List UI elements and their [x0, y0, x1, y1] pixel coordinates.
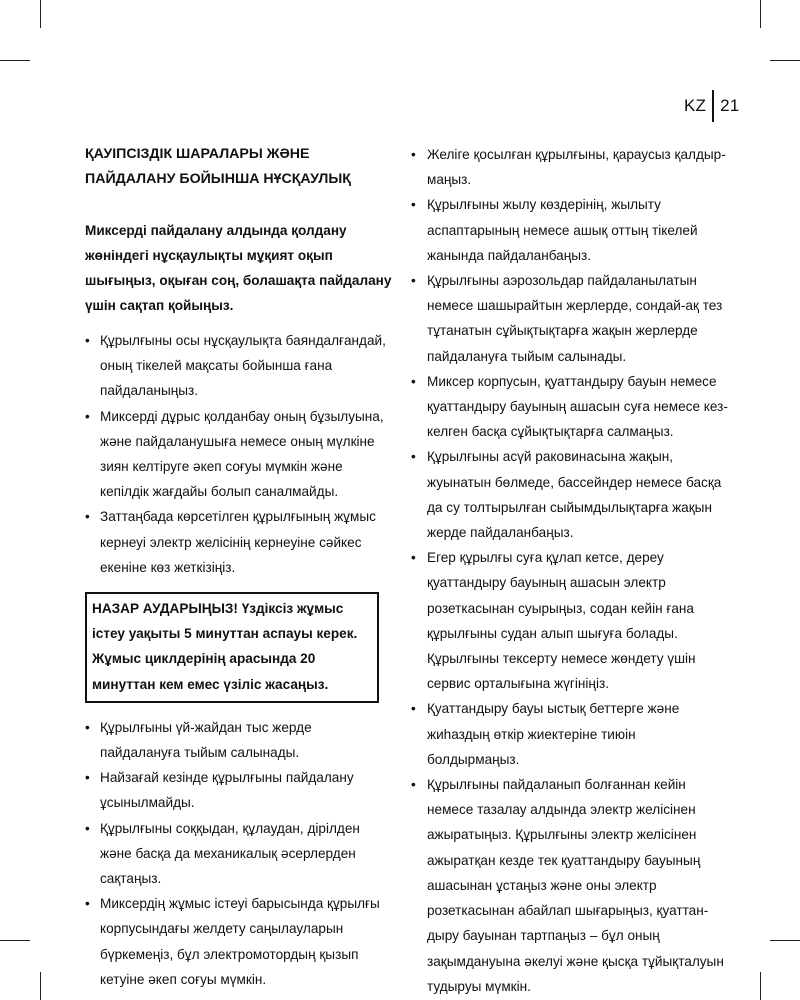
- list-item: • Миксер корпусын, қуаттандыру бауын немесе қуаттандыру бауының ашасын суға немесе кез-келген басқа сұйықтықтарға салмаңыз.: [411, 369, 729, 445]
- crop-mark: [770, 940, 800, 941]
- list-item: • Егер құрылғы суға құлап кетсе, дереу қуаттандыру бауының ашасын электр розеткасынан суырыңыз, содан кейін ғана құрылғыны судан алып шығуға болады. Құрылғыны тексерту немесе жөндету үшін сервис орталығына жүгініңіз.: [411, 545, 729, 696]
- page-header: [684, 90, 739, 122]
- language-code: KZ: [684, 96, 707, 115]
- crop-mark: [0, 940, 30, 941]
- list-item: • Миксердің жұмыс істеуі барысында құрылғы корпусындағы желдету саңылауларын бүркемеңіз, бұл электромотордың қызып кетуіне әкеп соғуы мүмкін.: [85, 891, 392, 992]
- right-column: [411, 142, 729, 999]
- list-item: • Заттаңбада көрсетілген құрылғының жұмыс кернеуі электр желісінің кернеуіне сәйкес екеніне көз жеткізіңіз.: [85, 504, 392, 580]
- crop-mark: [40, 972, 41, 1000]
- list-item: • Құрылғыны аэрозольдар пайдаланылатын немесе шашырайтын жерлерде, сондай-ақ тез тұтанатын сұйықтықтарға жақын жерлерде пайдалануға тыйым салынады.: [411, 268, 729, 369]
- section-title: ҚАУІПСІЗДІК ШАРАЛАРЫ ЖӘНЕ ПАЙДАЛАНУ БОЙЫНША НҰСҚАУЛЫҚ: [85, 146, 351, 187]
- crop-mark: [40, 0, 41, 28]
- crop-mark: [760, 972, 761, 1000]
- bullet-list: [85, 328, 392, 580]
- bullet-list: [411, 142, 729, 999]
- list-item: • Құрылғыны үй-жайдан тыс жерде пайдалануға тыйым салынады.: [85, 715, 392, 765]
- crop-mark: [760, 0, 761, 28]
- warning-box: НАЗАР АУДАРЫҢЫЗ! Үздіксіз жұмыс істеу уақыты 5 минуттан аспауы керек. Жұмыс циклдерінің арасында 20 минуттан кем емес үзіліс жасаңыз.: [85, 592, 379, 703]
- intro-paragraph: Миксерді пайдалану алдында қолдану жөніндегі нұсқаулықты мұқият оқып шығыңыз, оқыған соң, болашақта пайдалану үшін сақтап қойыңыз.: [85, 223, 392, 313]
- list-item: • Найзағай кезінде құрылғыны пайдалану ұсынылмайды.: [85, 765, 392, 815]
- page-number: 21: [720, 96, 740, 115]
- bullet-list: [85, 715, 392, 992]
- list-item: • Құрылғыны жылу көздерінің, жылыту аспаптарының немесе ашық оттың тікелей жанында пайдаланбаңыз.: [411, 192, 729, 268]
- list-item: • Құрылғыны асүй раковинасына жақын, жуынатын бөлмеде, бассейндер немесе басқа да су толтырылған сыйымдылықтарға жақын жерде пайдаланбаңыз.: [411, 444, 729, 545]
- list-item: • Құрылғыны осы нұсқаулықта баяндалғандай, оның тікелей мақсаты бойынша ғана пайдаланыңыз.: [85, 328, 392, 404]
- crop-mark: [0, 60, 30, 61]
- left-column: [85, 142, 392, 992]
- header-divider: [712, 90, 714, 122]
- crop-mark: [770, 60, 800, 61]
- list-item: • Құрылғыны соққыдан, құлаудан, дірілден және басқа да механикалық әсерлерден сақтаңыз.: [85, 816, 392, 892]
- list-item: • Миксерді дұрыс қолданбау оның бұзылуына, және пайдаланушыға немесе оның мүлкіне зиян келтіруге әкеп соғуы мүмкін және кепілдік жағдайы болып саналмайды.: [85, 404, 392, 505]
- list-item: • Желіге қосылған құрылғыны, қараусыз қалдырмаңыз.: [411, 142, 729, 192]
- list-item: • Қуаттандыру бауы ыстық беттерге және жиһаздың өткір жиектеріне тиюін болдырмаңыз.: [411, 696, 729, 772]
- list-item: • Құрылғыны пайдаланып болғаннан кейін немесе тазалау алдында электр желісінен ажыратыңыз. Құрылғыны электр желісінен ажыратқан кезде тек қуаттандыру бауының ашасынан ұстаңыз және оны электр розеткасынан абайлап шығарыңыз, қуаттандыру бауынан тартпаңыз – бұл оның зақымдануына әкелуі және қысқа тұйықталуын тудыруы мүмкін.: [411, 772, 729, 999]
